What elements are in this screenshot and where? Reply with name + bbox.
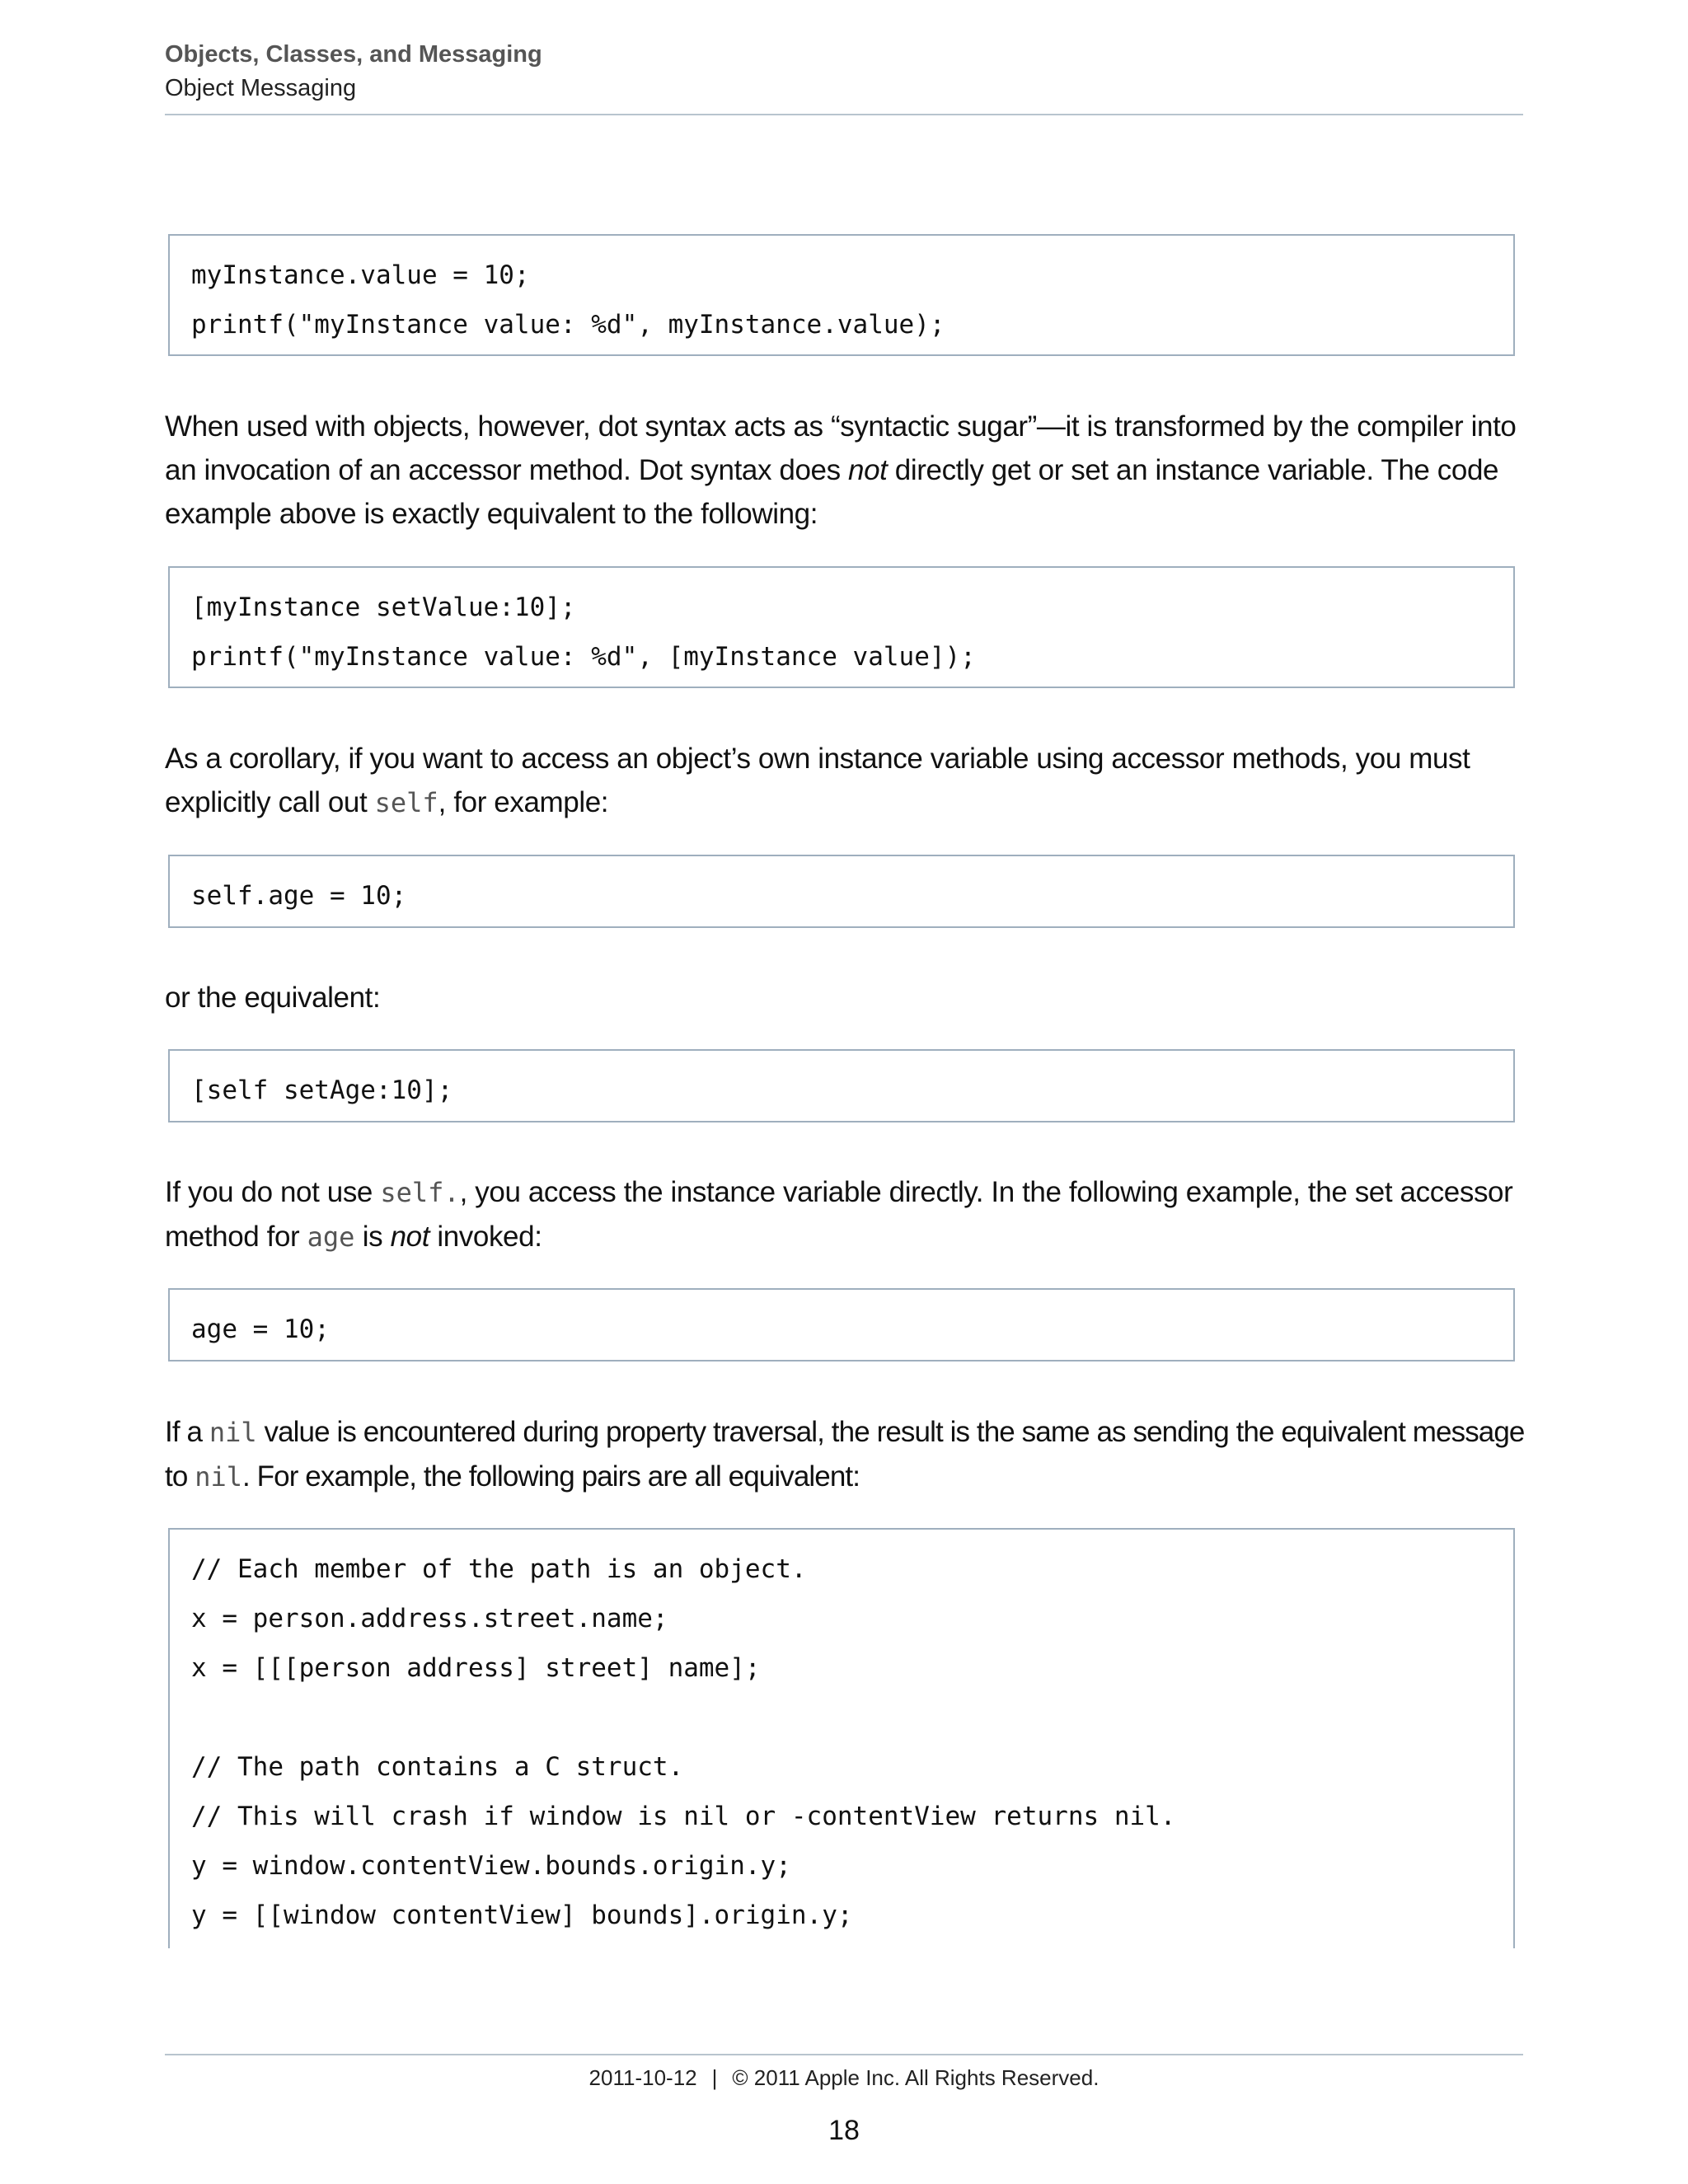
- footer-separator: |: [711, 2065, 718, 2090]
- emphasis-text: not: [390, 1221, 430, 1253]
- paragraph-text: is: [354, 1221, 391, 1253]
- code-line: x = person.address.street.name;: [191, 1604, 668, 1633]
- body-paragraph: [165, 405, 1525, 536]
- code-block: [168, 855, 1515, 928]
- code-line: x = [[[person address] street] name];: [191, 1653, 761, 1683]
- code-line: age = 10;: [191, 1315, 330, 1344]
- code-line: myInstance.value = 10;: [191, 260, 530, 290]
- code-block: [168, 1049, 1515, 1122]
- paragraph-text: , you access the instance variable directly. In the following example, the set accessor method for: [165, 1176, 1513, 1253]
- page-header: [165, 38, 1523, 105]
- code-line: // This will crash if window is nil or -contentView returns nil.: [191, 1802, 1176, 1831]
- code-line: y = [[window contentView] bounds].origin.y;: [191, 1900, 853, 1930]
- paragraph-text: . For example, the following pairs are all equivalent:: [242, 1460, 860, 1493]
- chapter-title: Objects, Classes, and Messaging: [165, 41, 542, 68]
- inline-code: age: [307, 1221, 355, 1253]
- code-line: // Each member of the path is an object.: [191, 1554, 807, 1584]
- code-line: printf("myInstance value: %d", myInstance.value);: [191, 310, 945, 340]
- paragraph-text: directly get or set an instance variable. The code example above is exactly equivalent to the following:: [165, 454, 1499, 530]
- code-line: [self setAge:10];: [191, 1076, 453, 1105]
- body-paragraph: [165, 737, 1525, 825]
- code-block: [168, 1288, 1515, 1361]
- code-line: // The path contains a C struct.: [191, 1752, 684, 1782]
- body-paragraph: [165, 1170, 1525, 1259]
- paragraph-text: or the equivalent:: [165, 982, 381, 1014]
- emphasis-text: not: [848, 454, 888, 486]
- paragraph-text: , for example:: [438, 786, 609, 818]
- paragraph-text: value is encountered during property traversal, the result is the same as sending the equivalent message to: [165, 1416, 1525, 1493]
- paragraph-text: If you do not use: [165, 1176, 381, 1208]
- code-block: [168, 1528, 1515, 1948]
- paragraph-text: When used with objects, however, dot syntax acts as “syntactic sugar”—it is transformed by the compiler into an invocation of an accessor method. Dot syntax does: [165, 410, 1517, 486]
- body-paragraph: [165, 1410, 1525, 1499]
- code-line: printf("myInstance value: %d", [myInstance value]);: [191, 642, 976, 672]
- inline-code: self: [374, 787, 438, 818]
- page-footer: [0, 2065, 1688, 2091]
- inline-code: nil: [195, 1461, 243, 1493]
- code-block: [168, 234, 1515, 356]
- code-line: y = window.contentView.bounds.origin.y;: [191, 1851, 791, 1881]
- header-divider: [165, 114, 1523, 115]
- paragraph-text: If a: [165, 1416, 209, 1448]
- inline-code: self.: [380, 1177, 460, 1208]
- footer-copyright: © 2011 Apple Inc. All Rights Reserved.: [732, 2065, 1100, 2090]
- paragraph-text: invoked:: [429, 1221, 542, 1253]
- section-title: Object Messaging: [165, 75, 357, 101]
- code-line: self.age = 10;: [191, 881, 407, 911]
- code-line: [191, 1693, 1492, 1742]
- footer-divider: [165, 2054, 1523, 2055]
- body-paragraph: [165, 976, 1525, 1019]
- inline-code: nil: [209, 1417, 257, 1448]
- paragraph-text: As a corollary, if you want to access an object’s own instance variable using accessor methods, you must explicitly call out: [165, 743, 1470, 818]
- code-line: [myInstance setValue:10];: [191, 593, 576, 622]
- page-number: 18: [828, 2115, 860, 2146]
- code-block: [168, 566, 1515, 688]
- footer-date: 2011-10-12: [588, 2065, 697, 2090]
